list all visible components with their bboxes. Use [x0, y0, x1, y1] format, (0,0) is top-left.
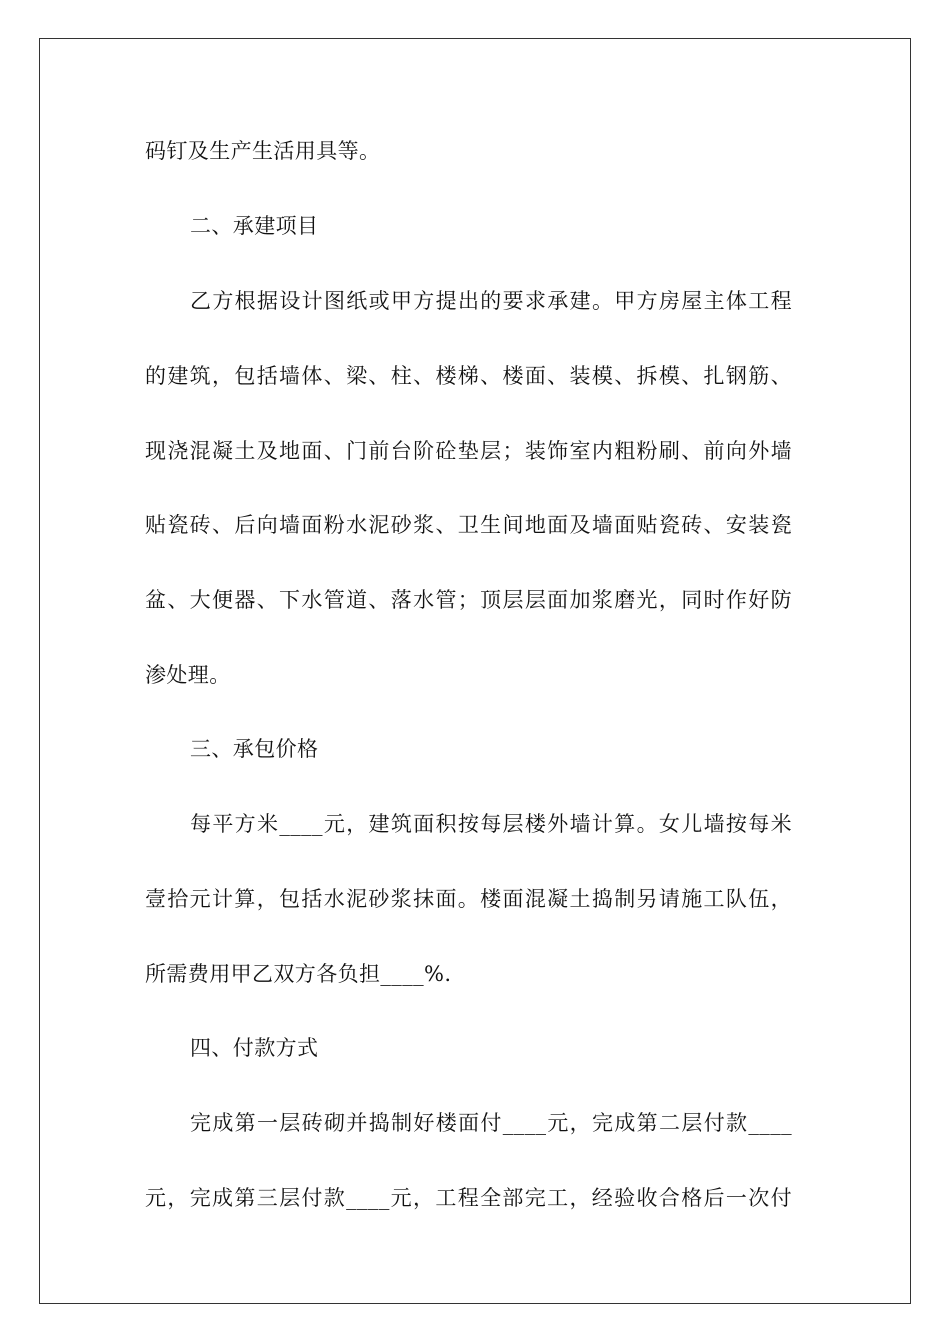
text-line: 贴瓷砖、后向墙面粉水泥砂浆、卫生间地面及墙面贴瓷砖、安装瓷 [145, 513, 792, 537]
text-line: 盆、大便器、下水管道、落水管；顶层层面加浆磨光，同时作好防 [145, 588, 792, 612]
section-heading: 四、付款方式 [190, 1036, 319, 1060]
text-line: 现浇混凝土及地面、门前台阶砼垫层；装饰室内粗粉刷、前向外墙 [145, 439, 792, 463]
text-line: 每平方米____元，建筑面积按每层楼外墙计算。女儿墙按每米 [190, 812, 792, 836]
text-line: 码钉及生产生活用具等。 [145, 139, 381, 163]
text-line: 元，完成第三层付款____元，工程全部完工，经验收合格后一次付 [145, 1186, 792, 1210]
text-line: 壹拾元计算，包括水泥砂浆抹面。楼面混凝土捣制另请施工队伍， [145, 887, 792, 911]
text-line: 的建筑，包括墙体、梁、柱、楼梯、楼面、装模、拆模、扎钢筋、 [145, 364, 792, 388]
section-heading: 二、承建项目 [190, 214, 319, 238]
text-line: 乙方根据设计图纸或甲方提出的要求承建。甲方房屋主体工程 [190, 289, 792, 313]
text-line: 所需费用甲乙双方各负担____%. [145, 962, 452, 986]
text-line: 完成第一层砖砌并捣制好楼面付____元，完成第二层付款____ [190, 1111, 792, 1135]
section-heading: 三、承包价格 [190, 737, 319, 761]
text-line: 渗处理。 [145, 663, 231, 687]
